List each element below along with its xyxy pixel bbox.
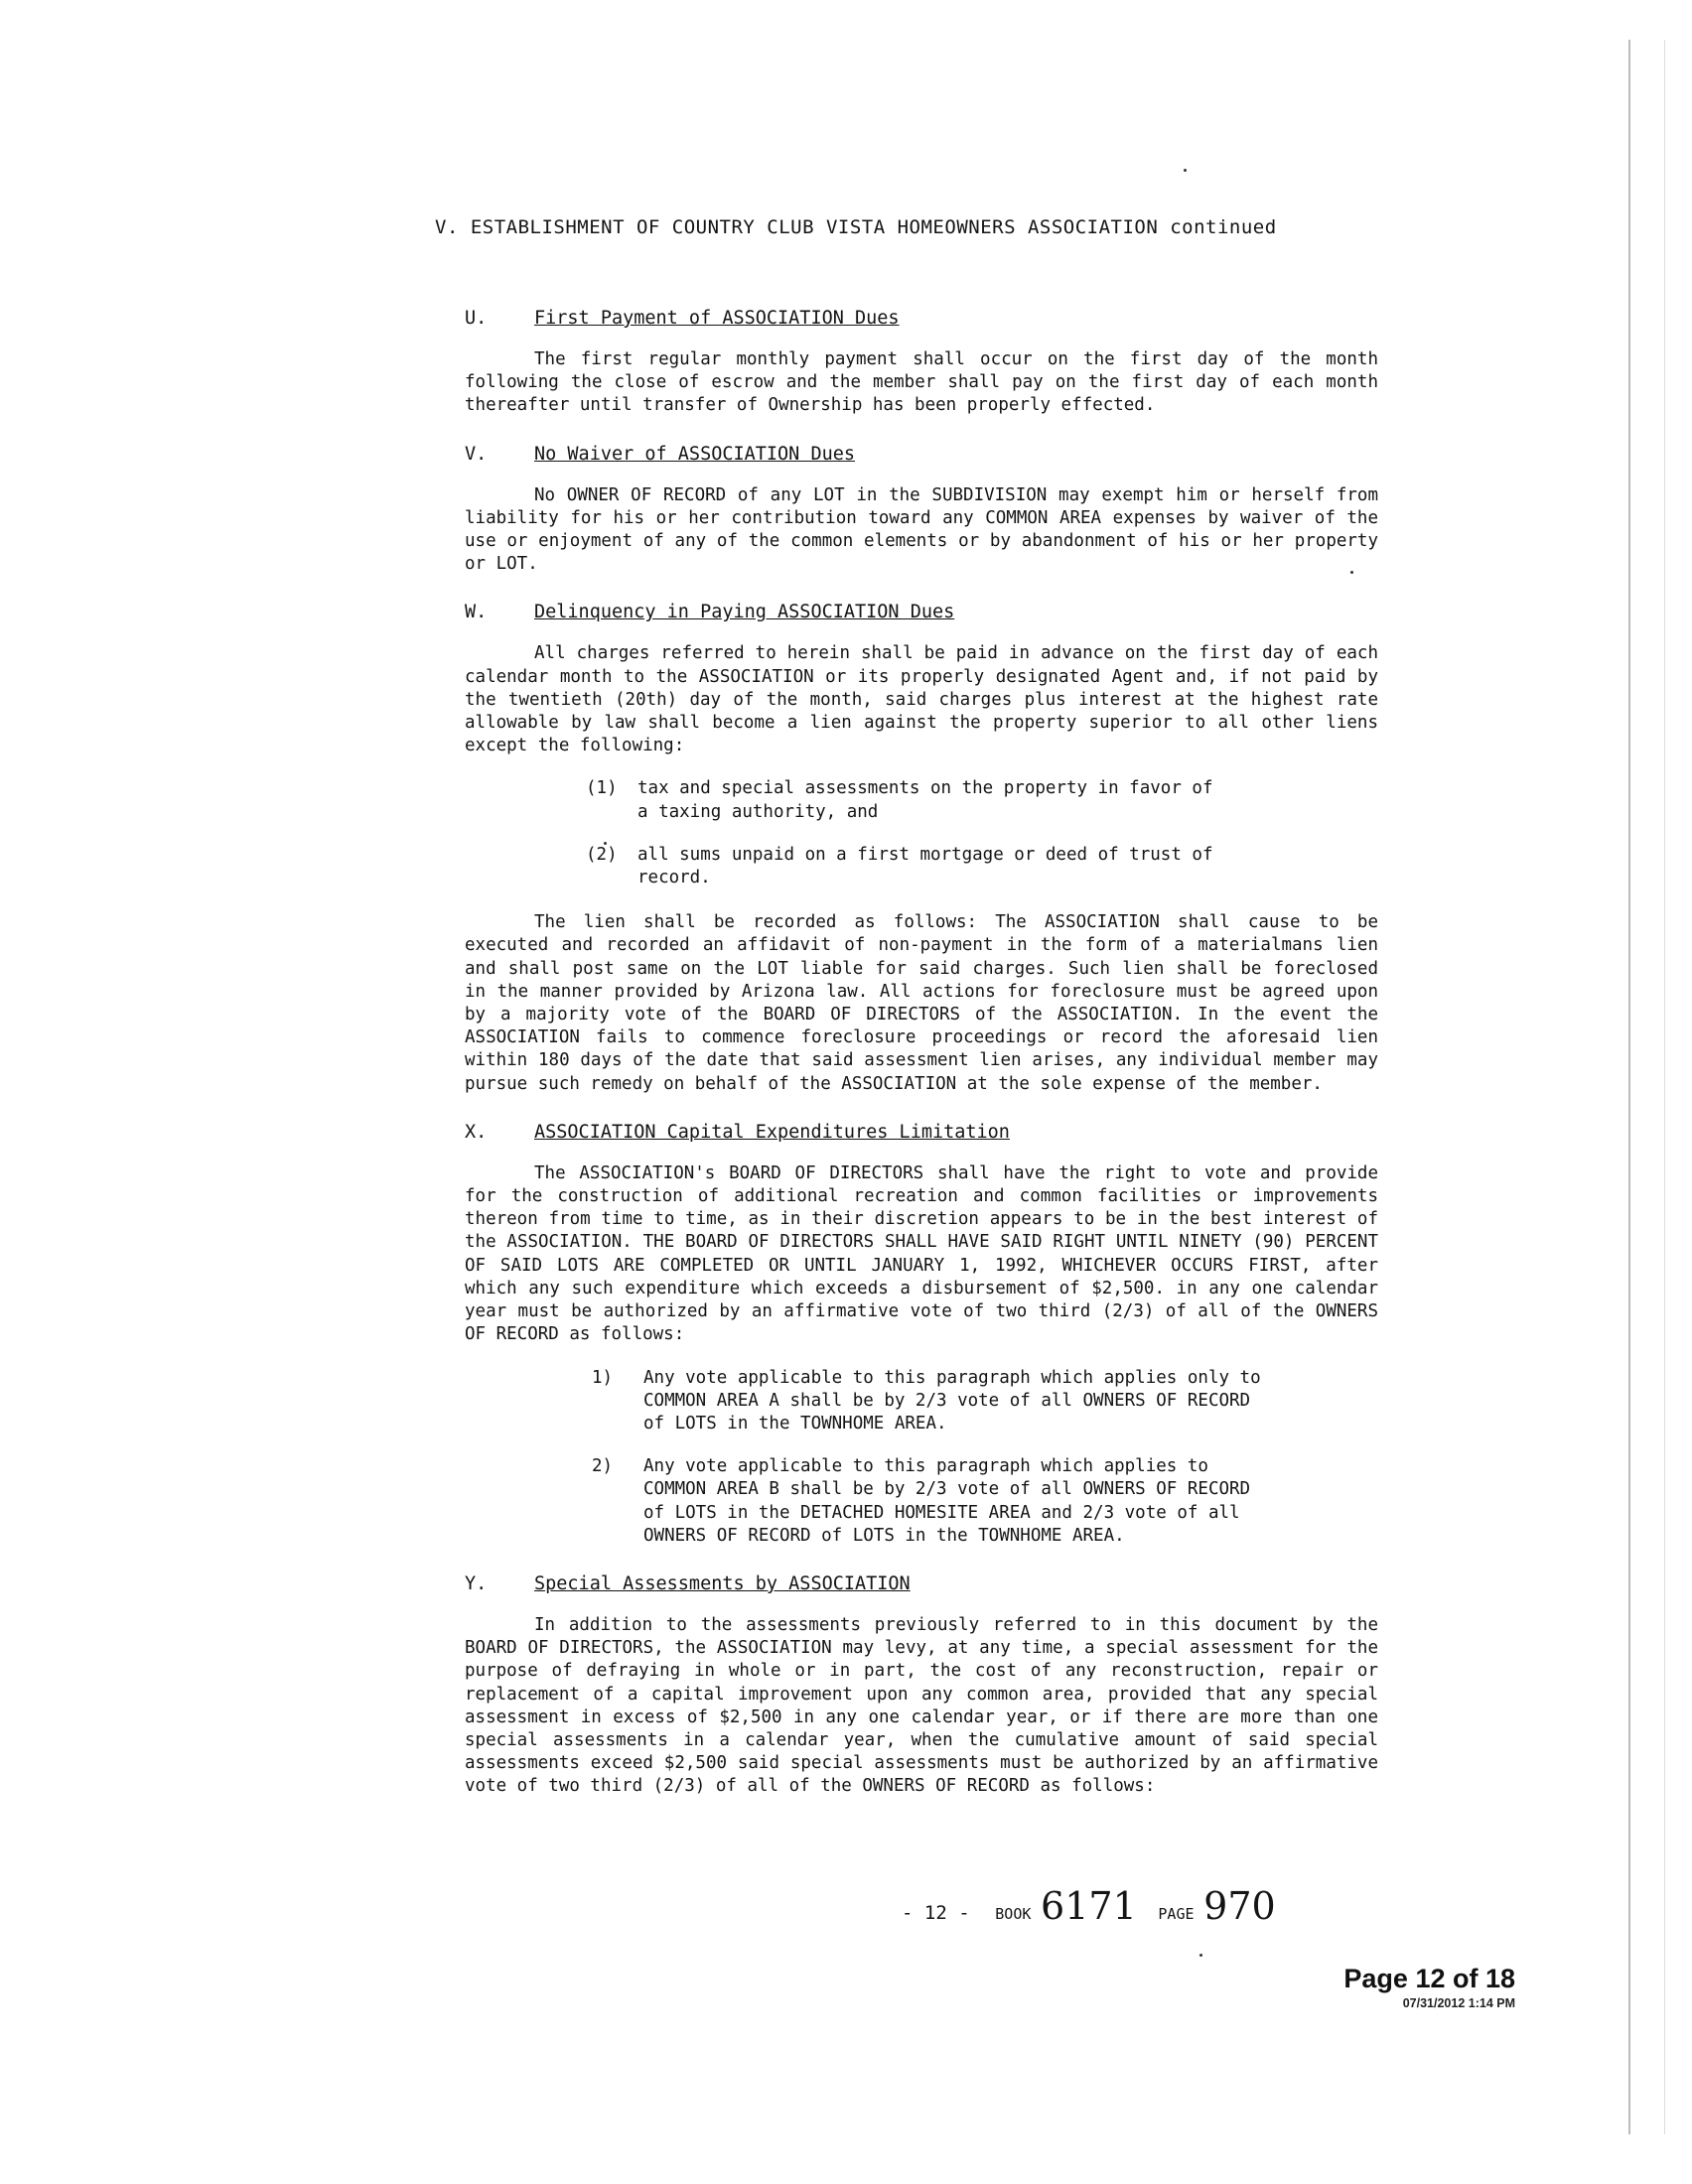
section-title: No Waiver of ASSOCIATION Dues bbox=[534, 443, 856, 465]
recorder-page-number: 970 bbox=[1203, 1884, 1276, 1928]
list-item-text: Any vote applicable to this paragraph which applies only to COMMON AREA A shall be by 2/3 vote of all OWNERS OF RECORD of LOTS in the TOWNHOME AREA. bbox=[643, 1367, 1261, 1433]
section-x bbox=[465, 1122, 1378, 1548]
section-paragraph: The ASSOCIATION's BOARD OF DIRECTORS shall have the right to vote and provide for the construction of additional recreation and common facilities or improvements thereon from time to time, as in their discretion appears to be in the best interest of the ASSOCIATION. THE BOARD OF DIRECTORS SHALL HAVE SAID RIGHT UNTIL NINETY (90) PERCENT OF SAID LOTS ARE COMPLETED OR UNTIL JANUARY 1, 1992, WHICHEVER OCCURS FIRST, after which any such expenditure which exceeds a disbursement of $2,500. in any one calendar year must be authorized by an affirmative vote of two third (2/3) of all of the OWNERS OF RECORD as follows: bbox=[465, 1162, 1378, 1345]
section-w bbox=[465, 602, 1378, 1095]
scan-speck bbox=[1199, 1954, 1202, 1957]
scan-speck bbox=[1184, 169, 1187, 172]
section-title: ASSOCIATION Capital Expenditures Limitation bbox=[534, 1121, 1010, 1143]
page-stamp bbox=[1343, 1964, 1515, 2010]
recorder-page-label: PAGE bbox=[1158, 1905, 1195, 1923]
section-title: Special Assessments by ASSOCIATION bbox=[534, 1572, 911, 1594]
section-title: Delinquency in Paying ASSOCIATION Dues bbox=[534, 602, 955, 623]
list-item bbox=[465, 844, 1231, 889]
list-item-number: 1) bbox=[592, 1367, 614, 1388]
section-paragraph: The lien shall be recorded as follows: The ASSOCIATION shall cause to be executed and recorded an affidavit of non-payment in the form of a materialmans lien and shall post same on the LOT liable for said charges. Such lien shall be foreclosed in the manner provided by Arizona law. All actions for foreclosure must be agreed upon by a majority vote of the BOARD OF DIRECTORS of the ASSOCIATION. In the event the ASSOCIATION fails to commence foreclosure proceedings or record the aforesaid lien within 180 days of the date that said assessment lien arises, any individual member may pursue such remedy on behalf of the ASSOCIATION at the sole expense of the member. bbox=[465, 912, 1378, 1094]
print-datetime: 07/31/2012 1:14 PM bbox=[1402, 1996, 1515, 2010]
section-heading bbox=[465, 1122, 1378, 1143]
scan-edge-line-secondary bbox=[1664, 40, 1665, 2134]
page-number: - 12 - bbox=[902, 1902, 970, 1924]
section-u bbox=[465, 308, 1378, 418]
lien-exception-list bbox=[465, 777, 1378, 889]
section-paragraph: In addition to the assessments previously referred to in this document by the BOARD OF DIRECTORS, the ASSOCIATION may levy, at any time, a special assessment for the purpose of defraying in whole or in part, the cost of any reconstruction, repair or replacement of a capital improvement upon any common area, provided that any special assessment in excess of $2,500 in any one calendar year, or if there are more than one special assessments in a calendar year, when the cumulative amount of said special assessments exceed $2,500 said special assessments must be authorized by an affirmative vote of two third (2/3) of all of the OWNERS OF RECORD as follows: bbox=[465, 1614, 1378, 1797]
section-paragraph: The first regular monthly payment shall occur on the first day of the month following the close of escrow and the member shall pay on the first day of each month thereafter until transfer of Ownership has been properly effected. bbox=[465, 349, 1378, 416]
book-number: 6171 bbox=[1041, 1884, 1137, 1928]
list-item-text: Any vote applicable to this paragraph which applies to COMMON AREA B shall be by 2/3 vote of all OWNERS OF RECORD of LOTS in the DETACHED HOMESITE AREA and 2/3 vote of all OWNERS OF RECORD of LOTS in the TOWNHOME AREA. bbox=[643, 1456, 1251, 1546]
scan-edge-line bbox=[1628, 40, 1630, 2134]
section-letter: Y. bbox=[465, 1572, 488, 1594]
section-paragraph: All charges referred to herein shall be paid in advance on the first day of each calendar month to the ASSOCIATION or its properly designated Agent and, if not paid by the twentieth (20th) day of the month, said charges plus interest at the highest rate allowable by law shall become a lien against the property superior to all other liens except the following: bbox=[465, 643, 1378, 756]
list-item-number: (1) bbox=[586, 778, 618, 799]
document-body bbox=[465, 308, 1378, 1825]
list-item-text: all sums unpaid on a first mortgage or deed of trust of record. bbox=[637, 844, 1213, 888]
list-item bbox=[465, 777, 1231, 823]
list-item-number: (2) bbox=[586, 844, 618, 865]
page-of-total: Page 12 of 18 bbox=[1343, 1964, 1515, 1993]
page-footer bbox=[902, 1884, 1276, 1928]
section-title: First Payment of ASSOCIATION Dues bbox=[534, 308, 900, 329]
section-heading bbox=[465, 308, 1378, 329]
section-y bbox=[465, 1573, 1378, 1799]
section-paragraph: No OWNER OF RECORD of any LOT in the SUBDIVISION may exempt him or herself from liability for his or her contribution toward any COMMON AREA expenses by waiver of the use or enjoyment of any of the common elements or by abandonment of his or her property or LOT. bbox=[465, 484, 1378, 575]
section-heading bbox=[465, 444, 1378, 465]
section-letter: X. bbox=[465, 1121, 488, 1143]
list-item-text: tax and special assessments on the property in favor of a taxing authority, and bbox=[637, 778, 1213, 822]
document-section-header: V. ESTABLISHMENT OF COUNTRY CLUB VISTA HOMEOWNERS ASSOCIATION continued bbox=[435, 216, 1277, 238]
section-letter: W. bbox=[465, 602, 488, 623]
list-item bbox=[465, 1455, 1267, 1548]
section-heading bbox=[465, 602, 1378, 622]
section-v bbox=[465, 444, 1378, 577]
list-item-number: 2) bbox=[592, 1456, 614, 1477]
vote-requirement-list bbox=[465, 1367, 1378, 1548]
book-label: BOOK bbox=[995, 1905, 1032, 1923]
list-item bbox=[465, 1367, 1267, 1436]
section-heading bbox=[465, 1573, 1378, 1594]
section-letter: V. bbox=[465, 443, 488, 465]
section-letter: U. bbox=[465, 308, 488, 329]
